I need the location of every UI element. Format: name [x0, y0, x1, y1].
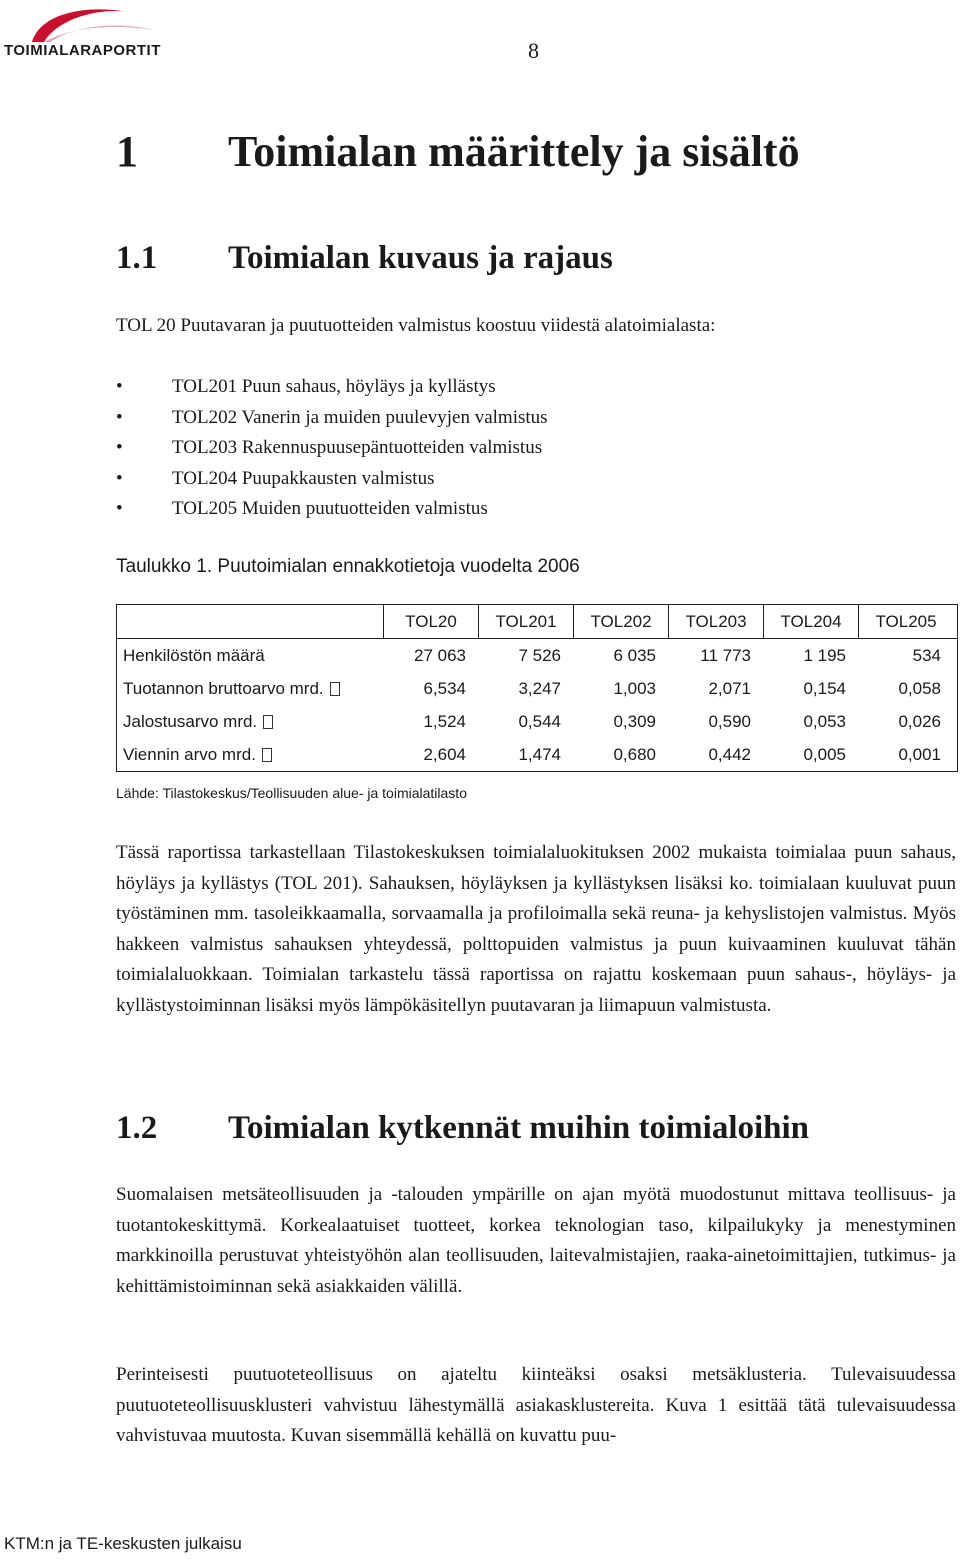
section-number: 1.1: [116, 240, 158, 276]
column-header: TOL20: [383, 605, 478, 638]
table-source: Lähde: Tilastokeskus/Teollisuuden alue- ja toimialatilasto: [116, 785, 467, 801]
section-title: Toimialan kytkennät muihin toimialoihin: [228, 1110, 810, 1146]
euro-glyph-icon: [330, 682, 340, 696]
section-heading-1-2: [116, 1110, 809, 1147]
bullet-icon: •: [116, 406, 123, 428]
table-cell: 0,309: [613, 711, 656, 731]
table-cell: 1,003: [613, 678, 656, 698]
logo-text: TOIMIALARAPORTIT: [4, 42, 161, 59]
table-cell: 6,534: [423, 678, 466, 698]
table-cell: 0,442: [708, 744, 751, 764]
list-item: • TOL202 Vanerin ja muiden puulevyjen valmistus: [116, 403, 548, 434]
table-header-row: [117, 605, 957, 639]
table-cell: 0,544: [518, 711, 561, 731]
table-caption: Taulukko 1. Puutoimialan ennakkotietoja vuodelta 2006: [116, 556, 580, 577]
column-header: TOL203: [668, 605, 763, 638]
body-paragraph: Perinteisesti puutuoteteollisuus on ajateltu kiinteäksi osaksi metsäklusteria. Tulevaisuudessa puutuoteteollisuusklusteri vahvistuu lähestymällä asiakasklustereita. Kuva 1 esittää tätä tulevaisuudessa vahvistuvaa muutosta. Kuvan sisemmällä kehällä on kuvattu puu-: [116, 1364, 956, 1446]
row-label: Tuotannon bruttoarvo mrd.: [117, 679, 383, 699]
row-label: Jalostusarvo mrd.: [117, 712, 383, 732]
intro-text: TOL 20 Puutavaran ja puutuotteiden valmistus koostuu viidestä alatoimialasta:: [116, 315, 716, 336]
footer-text: KTM:n ja TE-keskusten julkaisu: [4, 1534, 242, 1553]
euro-glyph-icon: [263, 715, 273, 729]
list-item: • TOL203 Rakennuspuusepäntuotteiden valmistus: [116, 433, 548, 464]
bullet-icon: •: [116, 376, 123, 397]
column-header: TOL205: [858, 605, 953, 638]
row-label: Henkilöstön määrä: [123, 645, 265, 665]
table-cell: 7 526: [518, 645, 561, 665]
chapter-title: Toimialan määrittely ja sisältö: [228, 127, 800, 176]
body-paragraph: Tässä raportissa tarkastellaan Tilastokeskuksen toimialaluokituksen 2002 mukaista toimialaa puun sahaus, höyläys ja kyllästys (TOL 201). Sahauksen, höyläyksen ja kyllästyksen lisäksi ko. toimialaan kuuluvat puun työstäminen mm. tasoleikkaamalla, sorvaamalla ja profiloimalla sekä reuna- ja kehyslistojen valmistus. Myös hakkeen valmistus sahauksen yhteydessä, polttopuiden valmistus ja puun kuivaaminen kuuluvat tähän toimialaluokkaan. Toimialan tarkastelu tässä raportissa on rajattu koskemaan puun sahaus-, höyläys- ja kyllästystoiminnan lisäksi myös lämpökäsitellyn puutavaran ja liimapuun valmistusta.: [116, 842, 956, 1016]
table-row: [117, 705, 957, 738]
table-cell: 1 195: [803, 645, 846, 665]
row-label: Viennin arvo mrd.: [117, 745, 383, 765]
table-cell: 0,026: [898, 711, 941, 731]
section-number: 1.2: [116, 1110, 158, 1146]
table-cell: 0,001: [898, 744, 941, 764]
bullet-icon: •: [116, 467, 123, 489]
chapter-number: 1: [116, 127, 138, 176]
table-cell: 0,680: [613, 744, 656, 764]
bullet-icon: •: [116, 437, 123, 458]
table-cell: 0,154: [803, 678, 846, 698]
table-cell: 534: [912, 645, 941, 665]
body-paragraph: Suomalaisen metsäteollisuuden ja -talouden ympärille on ajan myötä muodostunut mittava teollisuus- ja tuotantokeskittymä. Korkealaatuiset tuotteet, korkea teknologian taso, kilpailukyky ja menestyminen markkinoilla perustuvat yhteistyöhön alan teollisuuden, laitevalmistajien, raaka-ainetoimittajien, tutkimus- ja kehittämistoiminnan sekä asiakkaiden välillä.: [116, 1184, 956, 1297]
table-cell: 11 773: [700, 645, 751, 665]
table-cell: 2,071: [708, 678, 751, 698]
table-row: [117, 738, 957, 771]
table-cell: 0,590: [708, 711, 751, 731]
list-item: • TOL201 Puun sahaus, höyläys ja kyllästys: [116, 372, 548, 403]
chapter-heading: [116, 126, 800, 177]
list-item: • TOL204 Puupakkausten valmistus: [116, 464, 548, 495]
table-cell: 1,474: [518, 744, 561, 764]
column-header: TOL202: [573, 605, 668, 638]
column-header: TOL204: [763, 605, 858, 638]
page-number: 8: [528, 38, 539, 63]
table-cell: 2,604: [423, 744, 466, 764]
column-header: TOL201: [478, 605, 573, 638]
table-cell: 0,005: [803, 744, 846, 764]
data-table: [116, 604, 958, 772]
table-cell: 3,247: [518, 678, 561, 698]
bullet-icon: •: [116, 498, 123, 519]
list-item: • TOL205 Muiden puutuotteiden valmistus: [116, 494, 548, 525]
table-row: [117, 672, 957, 705]
table-cell: 1,524: [423, 711, 466, 731]
table-cell: 0,053: [803, 711, 846, 731]
table-cell: 0,058: [898, 678, 941, 698]
section-heading-1-1: [116, 240, 613, 277]
subindustry-list: [116, 372, 548, 525]
section-title: Toimialan kuvaus ja rajaus: [228, 240, 613, 276]
table-cell: 27 063: [414, 645, 466, 665]
table-row: [117, 639, 957, 672]
euro-glyph-icon: [262, 748, 272, 762]
table-cell: 6 035: [613, 645, 656, 665]
